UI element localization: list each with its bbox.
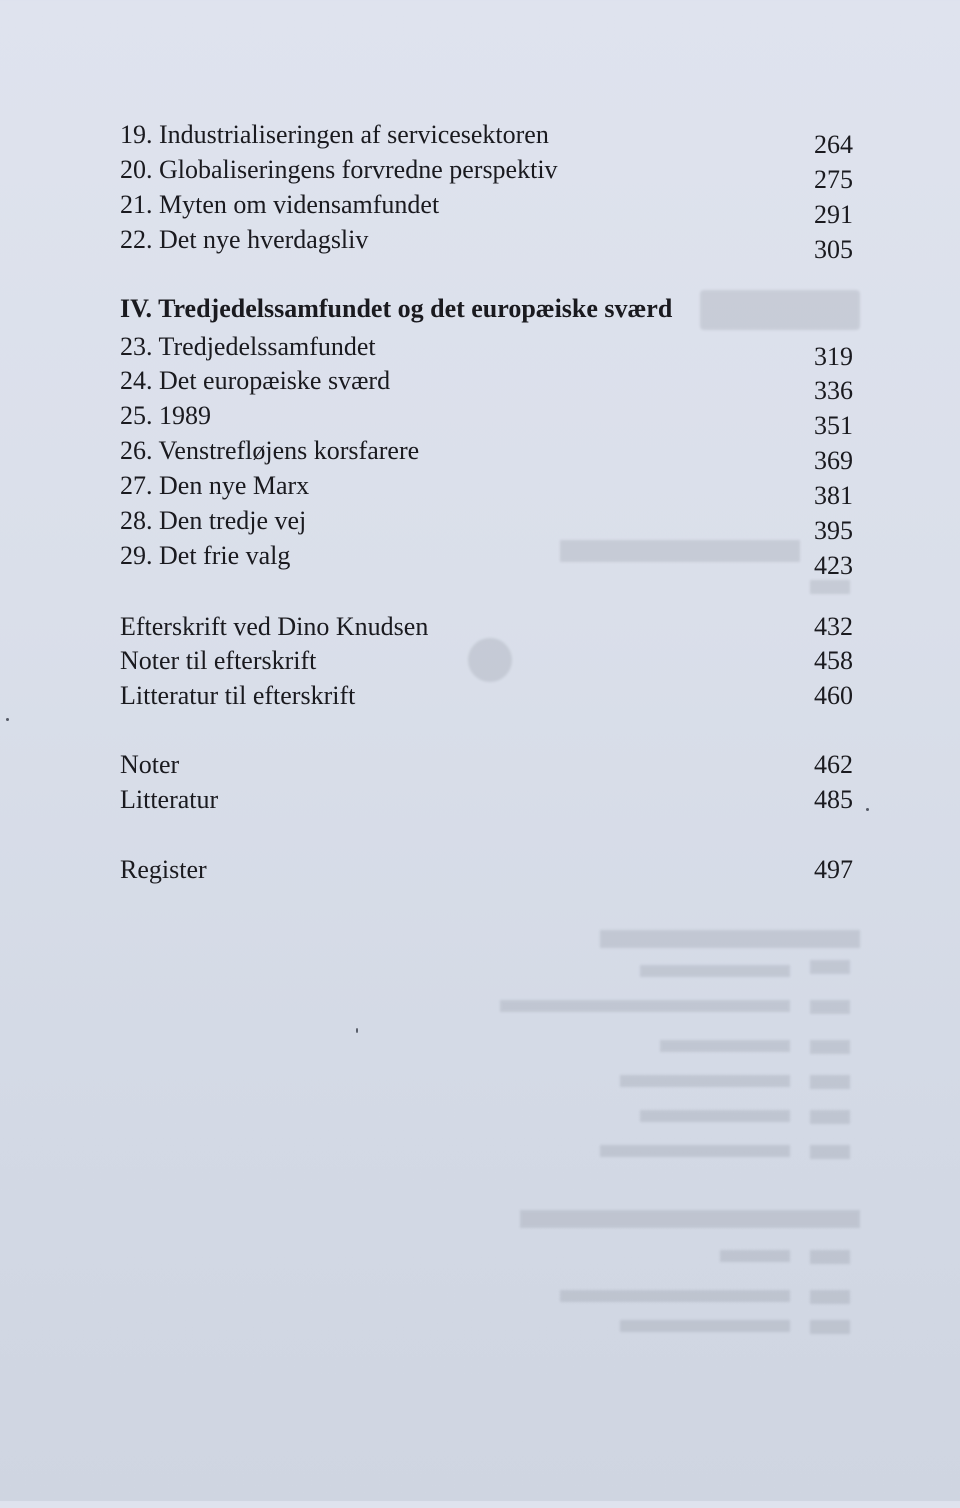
toc-entry-page: 305 — [814, 235, 853, 264]
toc-entry — [120, 434, 853, 475]
toc-entry-page: 319 — [814, 342, 853, 371]
toc-entry-title: 20. Globaliseringens forvredne perspektiv — [120, 155, 558, 184]
paper-speck-decoration — [356, 1028, 358, 1033]
toc-entry — [120, 223, 853, 264]
part-heading: IV. Tredjedelssamfundet og det europæiske sværd — [120, 294, 673, 323]
toc-entry-page: 351 — [814, 411, 853, 440]
toc-entry-page: 291 — [814, 200, 853, 229]
toc-entry-page: 395 — [814, 516, 853, 545]
toc-entry-title: Noter til efterskrift — [120, 646, 317, 675]
toc-entry-page: 369 — [814, 446, 853, 475]
toc-entry-page: 423 — [814, 551, 853, 580]
toc-entry — [120, 748, 853, 782]
toc-entry-page: 458 — [814, 646, 853, 675]
toc-entry-title: 19. Industrialiseringen af servicesektoren — [120, 120, 549, 149]
toc-entry-page: 460 — [814, 681, 853, 710]
toc-entry-title: Litteratur — [120, 785, 219, 814]
toc-entry — [120, 539, 853, 580]
toc-entry-page: 264 — [814, 130, 853, 159]
toc-entry-title: Efterskrift ved Dino Knudsen — [120, 612, 429, 641]
toc-entry — [120, 469, 853, 510]
toc-entry-title: 28. Den tredje vej — [120, 506, 307, 535]
toc-entry — [120, 188, 853, 229]
toc-entry-title: 27. Den nye Marx — [120, 471, 310, 500]
toc-entry-page: 275 — [814, 165, 853, 194]
toc-entry — [120, 853, 853, 887]
toc-entry-page: 497 — [814, 855, 853, 884]
toc-entry — [120, 783, 853, 817]
toc-entry — [120, 644, 853, 678]
toc-entry — [120, 118, 853, 159]
paper-speck-decoration — [866, 808, 869, 811]
toc-entry-title: 23. Tredjedelssamfundet — [120, 332, 376, 361]
paper-speck-decoration — [6, 718, 9, 721]
toc-entry-title: Register — [120, 855, 207, 884]
toc-entry — [120, 153, 853, 194]
toc-entry-title: Litteratur til efterskrift — [120, 681, 356, 710]
toc-entry-page: 381 — [814, 481, 853, 510]
toc-entry-title: 26. Venstrefløjens korsfarere — [120, 436, 420, 465]
toc-entry — [120, 610, 853, 644]
toc-entry-title: 21. Myten om vidensamfundet — [120, 190, 440, 219]
toc-entry-page: 336 — [814, 376, 853, 405]
toc-entry — [120, 679, 853, 713]
toc-entry-page: 432 — [814, 612, 853, 641]
toc-entry — [120, 364, 853, 405]
toc-entry-page: 462 — [814, 750, 853, 779]
toc-entry — [120, 504, 853, 545]
toc-entry — [120, 399, 853, 440]
toc-entry-page: 485 — [814, 785, 853, 814]
toc-entry-title: 25. 1989 — [120, 401, 211, 430]
toc-entry — [120, 330, 853, 371]
toc-entry-title: 22. Det nye hverdagsliv — [120, 225, 369, 254]
toc-entry-title: Noter — [120, 750, 180, 779]
toc-entry-title: 29. Det frie valg — [120, 541, 291, 570]
toc-entry-title: 24. Det europæiske sværd — [120, 366, 391, 395]
